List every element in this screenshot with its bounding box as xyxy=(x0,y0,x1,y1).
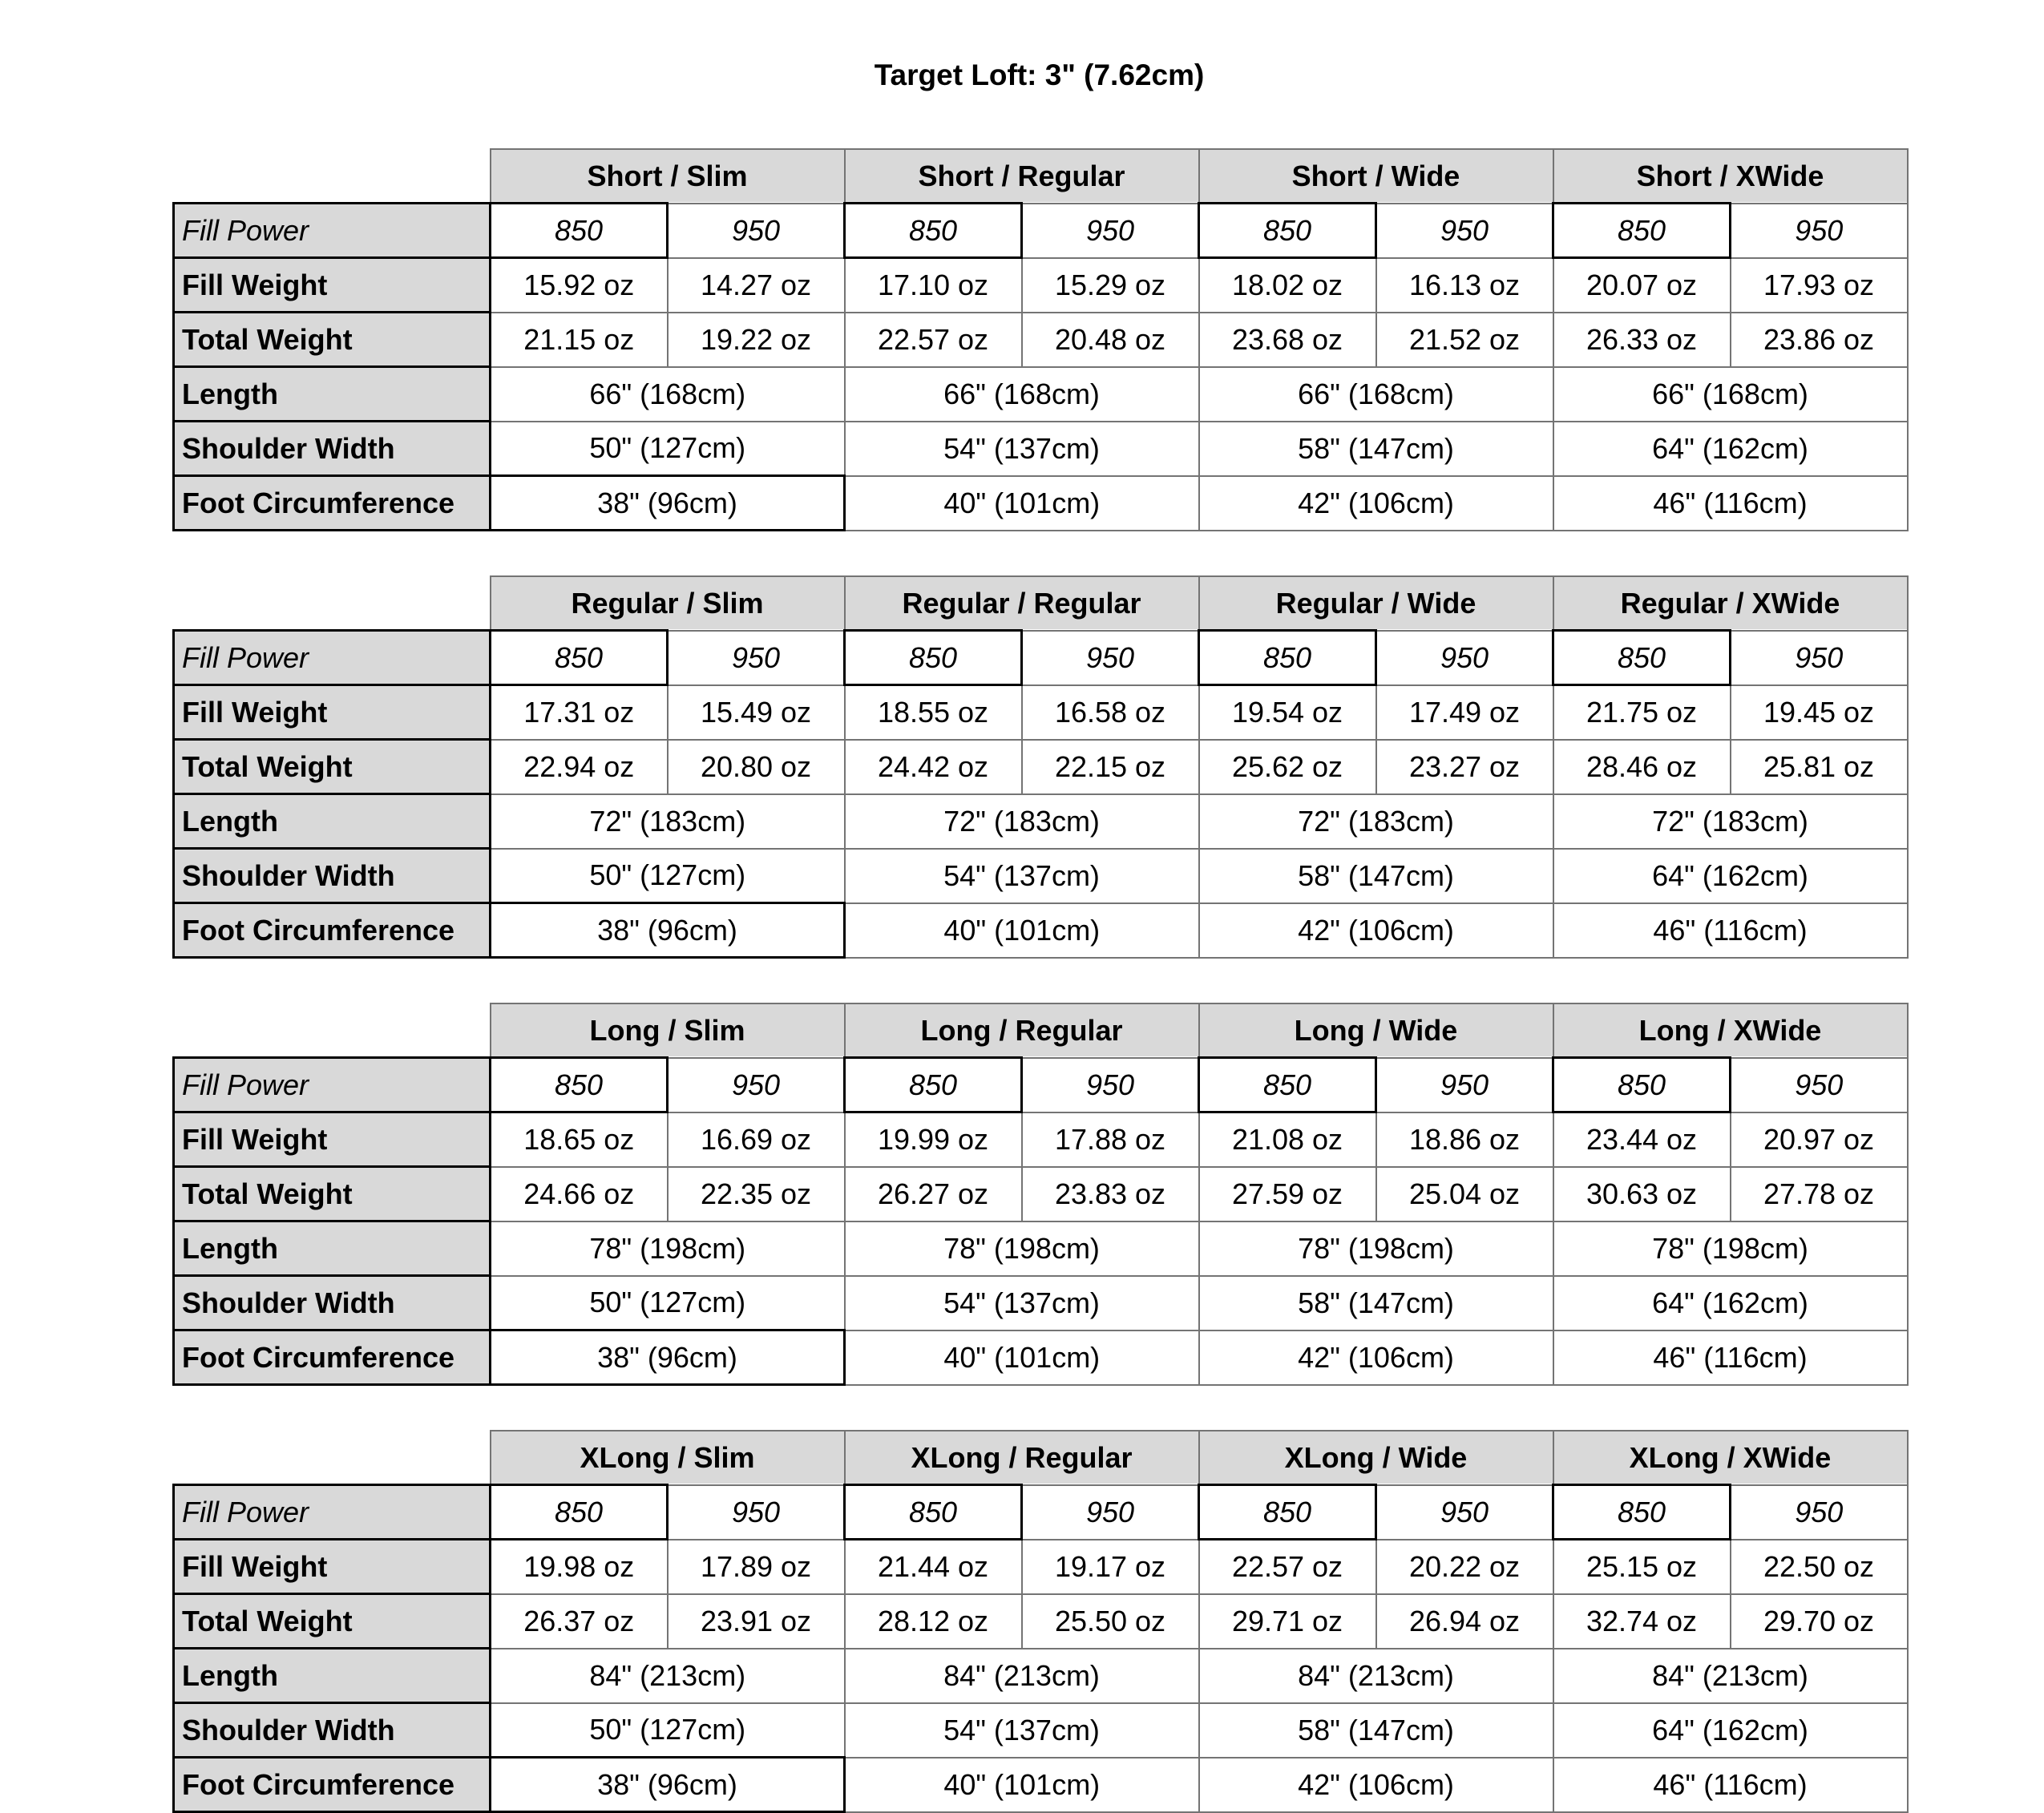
corner-cell xyxy=(174,1431,491,1485)
total-weight-value: 23.83 oz xyxy=(1022,1167,1199,1221)
table-row xyxy=(174,1221,1908,1276)
total-weight-value: 29.70 oz xyxy=(1731,1594,1908,1649)
fill-power-value: 850 xyxy=(845,1058,1022,1112)
total-weight-value: 25.04 oz xyxy=(1376,1167,1553,1221)
table-row xyxy=(174,149,1908,204)
total-weight-value: 22.35 oz xyxy=(668,1167,845,1221)
fill-weight-value: 21.44 oz xyxy=(845,1540,1022,1594)
table-row xyxy=(174,1649,1908,1703)
foot-circumference-value: 38" (96cm) xyxy=(491,1758,845,1812)
row-label-length: Length xyxy=(174,1649,491,1703)
fill-power-value: 950 xyxy=(1731,204,1908,258)
fill-power-value: 850 xyxy=(491,204,668,258)
foot-circumference-value: 42" (106cm) xyxy=(1199,1758,1553,1812)
length-value: 84" (213cm) xyxy=(1553,1649,1908,1703)
shoulder-width-value: 64" (162cm) xyxy=(1553,849,1908,903)
row-label-shoulder-width: Shoulder Width xyxy=(174,1703,491,1758)
fill-weight-value: 17.89 oz xyxy=(668,1540,845,1594)
total-weight-value: 20.80 oz xyxy=(668,740,845,794)
row-label-total-weight: Total Weight xyxy=(174,740,491,794)
foot-circumference-value: 40" (101cm) xyxy=(845,476,1199,531)
table-row xyxy=(174,903,1908,958)
total-weight-value: 21.15 oz xyxy=(491,313,668,367)
table-row xyxy=(174,794,1908,849)
total-weight-value: 26.94 oz xyxy=(1376,1594,1553,1649)
shoulder-width-value: 54" (137cm) xyxy=(845,1703,1199,1758)
total-weight-value: 30.63 oz xyxy=(1553,1167,1731,1221)
shoulder-width-value: 64" (162cm) xyxy=(1553,422,1908,476)
row-label-foot-circumference: Foot Circumference xyxy=(174,1758,491,1812)
total-weight-value: 32.74 oz xyxy=(1553,1594,1731,1649)
foot-circumference-value: 38" (96cm) xyxy=(491,903,845,958)
foot-circumference-value: 40" (101cm) xyxy=(845,903,1199,958)
total-weight-value: 20.48 oz xyxy=(1022,313,1199,367)
row-label-total-weight: Total Weight xyxy=(174,1594,491,1649)
column-group-header: Regular / XWide xyxy=(1553,576,1908,631)
fill-power-value: 950 xyxy=(1376,1485,1553,1540)
total-weight-value: 23.27 oz xyxy=(1376,740,1553,794)
row-label-length: Length xyxy=(174,367,491,422)
table-row xyxy=(174,258,1908,313)
total-weight-value: 23.91 oz xyxy=(668,1594,845,1649)
table-row xyxy=(174,313,1908,367)
fill-weight-value: 18.02 oz xyxy=(1199,258,1376,313)
table-row xyxy=(174,1167,1908,1221)
fill-power-value: 950 xyxy=(668,1485,845,1540)
table-row xyxy=(174,1703,1908,1758)
table-row xyxy=(174,367,1908,422)
fill-power-value: 950 xyxy=(668,1058,845,1112)
column-group-header: XLong / Regular xyxy=(845,1431,1199,1485)
size-table-short xyxy=(172,148,1909,531)
fill-power-value: 850 xyxy=(1553,631,1731,685)
length-value: 66" (168cm) xyxy=(1553,367,1908,422)
table-row xyxy=(174,1058,1908,1112)
fill-weight-value: 16.13 oz xyxy=(1376,258,1553,313)
length-value: 78" (198cm) xyxy=(491,1221,845,1276)
table-row xyxy=(174,1431,1908,1485)
foot-circumference-value: 40" (101cm) xyxy=(845,1330,1199,1385)
shoulder-width-value: 58" (147cm) xyxy=(1199,422,1553,476)
fill-power-value: 850 xyxy=(1199,631,1376,685)
fill-weight-value: 25.15 oz xyxy=(1553,1540,1731,1594)
fill-power-value: 850 xyxy=(845,1485,1022,1540)
row-label-length: Length xyxy=(174,794,491,849)
table-row xyxy=(174,476,1908,531)
total-weight-value: 25.50 oz xyxy=(1022,1594,1199,1649)
total-weight-value: 22.57 oz xyxy=(845,313,1022,367)
total-weight-value: 26.27 oz xyxy=(845,1167,1022,1221)
table-row xyxy=(174,740,1908,794)
fill-power-value: 850 xyxy=(1199,1058,1376,1112)
length-value: 84" (213cm) xyxy=(1199,1649,1553,1703)
foot-circumference-value: 38" (96cm) xyxy=(491,476,845,531)
fill-weight-value: 22.50 oz xyxy=(1731,1540,1908,1594)
shoulder-width-value: 54" (137cm) xyxy=(845,1276,1199,1330)
shoulder-width-value: 50" (127cm) xyxy=(491,422,845,476)
fill-weight-value: 15.29 oz xyxy=(1022,258,1199,313)
fill-weight-value: 23.44 oz xyxy=(1553,1112,1731,1167)
length-value: 66" (168cm) xyxy=(491,367,845,422)
fill-weight-value: 20.97 oz xyxy=(1731,1112,1908,1167)
fill-power-value: 950 xyxy=(1731,631,1908,685)
fill-power-value: 850 xyxy=(491,1485,668,1540)
length-value: 72" (183cm) xyxy=(491,794,845,849)
fill-power-value: 850 xyxy=(845,631,1022,685)
table-row xyxy=(174,685,1908,740)
total-weight-value: 27.78 oz xyxy=(1731,1167,1908,1221)
column-group-header: Short / XWide xyxy=(1553,149,1908,204)
fill-weight-value: 19.17 oz xyxy=(1022,1540,1199,1594)
table-row xyxy=(174,631,1908,685)
row-label-fill-weight: Fill Weight xyxy=(174,685,491,740)
column-group-header: Regular / Regular xyxy=(845,576,1199,631)
shoulder-width-value: 58" (147cm) xyxy=(1199,849,1553,903)
table-row xyxy=(174,1540,1908,1594)
fill-power-value: 950 xyxy=(668,204,845,258)
length-value: 78" (198cm) xyxy=(1553,1221,1908,1276)
column-group-header: Long / Slim xyxy=(491,1003,845,1058)
column-group-header: Regular / Wide xyxy=(1199,576,1553,631)
row-label-fill-power: Fill Power xyxy=(174,204,491,258)
shoulder-width-value: 50" (127cm) xyxy=(491,1703,845,1758)
foot-circumference-value: 46" (116cm) xyxy=(1553,1330,1908,1385)
table-row xyxy=(174,204,1908,258)
foot-circumference-value: 38" (96cm) xyxy=(491,1330,845,1385)
row-label-fill-weight: Fill Weight xyxy=(174,258,491,313)
fill-power-value: 850 xyxy=(1199,204,1376,258)
length-value: 72" (183cm) xyxy=(1553,794,1908,849)
column-group-header: Long / Wide xyxy=(1199,1003,1553,1058)
table-row xyxy=(174,1594,1908,1649)
length-value: 84" (213cm) xyxy=(491,1649,845,1703)
fill-weight-value: 15.49 oz xyxy=(668,685,845,740)
table-row xyxy=(174,1758,1908,1812)
fill-weight-value: 18.65 oz xyxy=(491,1112,668,1167)
foot-circumference-value: 46" (116cm) xyxy=(1553,1758,1908,1812)
total-weight-value: 24.66 oz xyxy=(491,1167,668,1221)
length-value: 78" (198cm) xyxy=(845,1221,1199,1276)
table-row xyxy=(174,1003,1908,1058)
total-weight-value: 28.46 oz xyxy=(1553,740,1731,794)
total-weight-value: 19.22 oz xyxy=(668,313,845,367)
column-group-header: Short / Wide xyxy=(1199,149,1553,204)
total-weight-value: 24.42 oz xyxy=(845,740,1022,794)
table-row xyxy=(174,1276,1908,1330)
total-weight-value: 25.62 oz xyxy=(1199,740,1376,794)
fill-power-value: 850 xyxy=(1553,204,1731,258)
shoulder-width-value: 50" (127cm) xyxy=(491,1276,845,1330)
shoulder-width-value: 58" (147cm) xyxy=(1199,1276,1553,1330)
total-weight-value: 23.68 oz xyxy=(1199,313,1376,367)
fill-power-value: 850 xyxy=(1553,1485,1731,1540)
column-group-header: Short / Regular xyxy=(845,149,1199,204)
fill-weight-value: 21.08 oz xyxy=(1199,1112,1376,1167)
row-label-foot-circumference: Foot Circumference xyxy=(174,476,491,531)
foot-circumference-value: 42" (106cm) xyxy=(1199,476,1553,531)
fill-weight-value: 16.69 oz xyxy=(668,1112,845,1167)
shoulder-width-value: 64" (162cm) xyxy=(1553,1703,1908,1758)
total-weight-value: 25.81 oz xyxy=(1731,740,1908,794)
foot-circumference-value: 42" (106cm) xyxy=(1199,903,1553,958)
shoulder-width-value: 54" (137cm) xyxy=(845,849,1199,903)
total-weight-value: 28.12 oz xyxy=(845,1594,1022,1649)
fill-power-value: 850 xyxy=(491,631,668,685)
corner-cell xyxy=(174,1003,491,1058)
row-label-total-weight: Total Weight xyxy=(174,1167,491,1221)
fill-weight-value: 20.07 oz xyxy=(1553,258,1731,313)
page-title: Target Loft: 3" (7.62cm) xyxy=(874,59,1205,91)
fill-weight-value: 18.55 oz xyxy=(845,685,1022,740)
total-weight-value: 29.71 oz xyxy=(1199,1594,1376,1649)
foot-circumference-value: 42" (106cm) xyxy=(1199,1330,1553,1385)
fill-power-value: 950 xyxy=(1731,1485,1908,1540)
fill-power-value: 950 xyxy=(668,631,845,685)
fill-weight-value: 21.75 oz xyxy=(1553,685,1731,740)
column-group-header: Long / XWide xyxy=(1553,1003,1908,1058)
length-value: 72" (183cm) xyxy=(1199,794,1553,849)
row-label-foot-circumference: Foot Circumference xyxy=(174,1330,491,1385)
fill-weight-value: 17.49 oz xyxy=(1376,685,1553,740)
fill-weight-value: 20.22 oz xyxy=(1376,1540,1553,1594)
row-label-fill-weight: Fill Weight xyxy=(174,1112,491,1167)
shoulder-width-value: 64" (162cm) xyxy=(1553,1276,1908,1330)
fill-power-value: 950 xyxy=(1376,204,1553,258)
fill-power-value: 850 xyxy=(491,1058,668,1112)
fill-power-value: 850 xyxy=(845,204,1022,258)
corner-cell xyxy=(174,576,491,631)
total-weight-value: 27.59 oz xyxy=(1199,1167,1376,1221)
fill-power-value: 950 xyxy=(1022,1485,1199,1540)
column-group-header: Regular / Slim xyxy=(491,576,845,631)
total-weight-value: 26.37 oz xyxy=(491,1594,668,1649)
table-row xyxy=(174,1330,1908,1385)
fill-weight-value: 19.99 oz xyxy=(845,1112,1022,1167)
total-weight-value: 26.33 oz xyxy=(1553,313,1731,367)
shoulder-width-value: 50" (127cm) xyxy=(491,849,845,903)
column-group-header: XLong / Wide xyxy=(1199,1431,1553,1485)
corner-cell xyxy=(174,149,491,204)
fill-weight-value: 15.92 oz xyxy=(491,258,668,313)
fill-weight-value: 17.93 oz xyxy=(1731,258,1908,313)
row-label-fill-weight: Fill Weight xyxy=(174,1540,491,1594)
fill-power-value: 850 xyxy=(1553,1058,1731,1112)
row-label-fill-power: Fill Power xyxy=(174,1485,491,1540)
fill-weight-value: 19.45 oz xyxy=(1731,685,1908,740)
size-table-xlong xyxy=(172,1430,1909,1813)
length-value: 84" (213cm) xyxy=(845,1649,1199,1703)
total-weight-value: 22.94 oz xyxy=(491,740,668,794)
fill-weight-value: 14.27 oz xyxy=(668,258,845,313)
fill-power-value: 950 xyxy=(1376,631,1553,685)
size-table-long xyxy=(172,1003,1909,1386)
fill-weight-value: 22.57 oz xyxy=(1199,1540,1376,1594)
fill-weight-value: 17.31 oz xyxy=(491,685,668,740)
row-label-length: Length xyxy=(174,1221,491,1276)
column-group-header: Long / Regular xyxy=(845,1003,1199,1058)
length-value: 66" (168cm) xyxy=(1199,367,1553,422)
fill-weight-value: 16.58 oz xyxy=(1022,685,1199,740)
total-weight-value: 22.15 oz xyxy=(1022,740,1199,794)
column-group-header: XLong / XWide xyxy=(1553,1431,1908,1485)
foot-circumference-value: 46" (116cm) xyxy=(1553,476,1908,531)
fill-weight-value: 19.54 oz xyxy=(1199,685,1376,740)
fill-power-value: 950 xyxy=(1022,631,1199,685)
column-group-header: Short / Slim xyxy=(491,149,845,204)
row-label-shoulder-width: Shoulder Width xyxy=(174,1276,491,1330)
row-label-fill-power: Fill Power xyxy=(174,1058,491,1112)
fill-power-value: 950 xyxy=(1022,204,1199,258)
table-row xyxy=(174,576,1908,631)
fill-power-value: 950 xyxy=(1731,1058,1908,1112)
foot-circumference-value: 40" (101cm) xyxy=(845,1758,1199,1812)
fill-weight-value: 18.86 oz xyxy=(1376,1112,1553,1167)
total-weight-value: 23.86 oz xyxy=(1731,313,1908,367)
length-value: 78" (198cm) xyxy=(1199,1221,1553,1276)
length-value: 72" (183cm) xyxy=(845,794,1199,849)
fill-weight-value: 17.10 oz xyxy=(845,258,1022,313)
table-row xyxy=(174,1485,1908,1540)
fill-power-value: 950 xyxy=(1376,1058,1553,1112)
shoulder-width-value: 58" (147cm) xyxy=(1199,1703,1553,1758)
table-row xyxy=(174,1112,1908,1167)
row-label-shoulder-width: Shoulder Width xyxy=(174,422,491,476)
fill-power-value: 950 xyxy=(1022,1058,1199,1112)
shoulder-width-value: 54" (137cm) xyxy=(845,422,1199,476)
row-label-shoulder-width: Shoulder Width xyxy=(174,849,491,903)
row-label-total-weight: Total Weight xyxy=(174,313,491,367)
fill-power-value: 850 xyxy=(1199,1485,1376,1540)
fill-weight-value: 17.88 oz xyxy=(1022,1112,1199,1167)
fill-weight-value: 19.98 oz xyxy=(491,1540,668,1594)
row-label-fill-power: Fill Power xyxy=(174,631,491,685)
column-group-header: XLong / Slim xyxy=(491,1431,845,1485)
total-weight-value: 21.52 oz xyxy=(1376,313,1553,367)
table-row xyxy=(174,849,1908,903)
foot-circumference-value: 46" (116cm) xyxy=(1553,903,1908,958)
table-row xyxy=(174,422,1908,476)
row-label-foot-circumference: Foot Circumference xyxy=(174,903,491,958)
length-value: 66" (168cm) xyxy=(845,367,1199,422)
size-table-regular xyxy=(172,575,1909,959)
